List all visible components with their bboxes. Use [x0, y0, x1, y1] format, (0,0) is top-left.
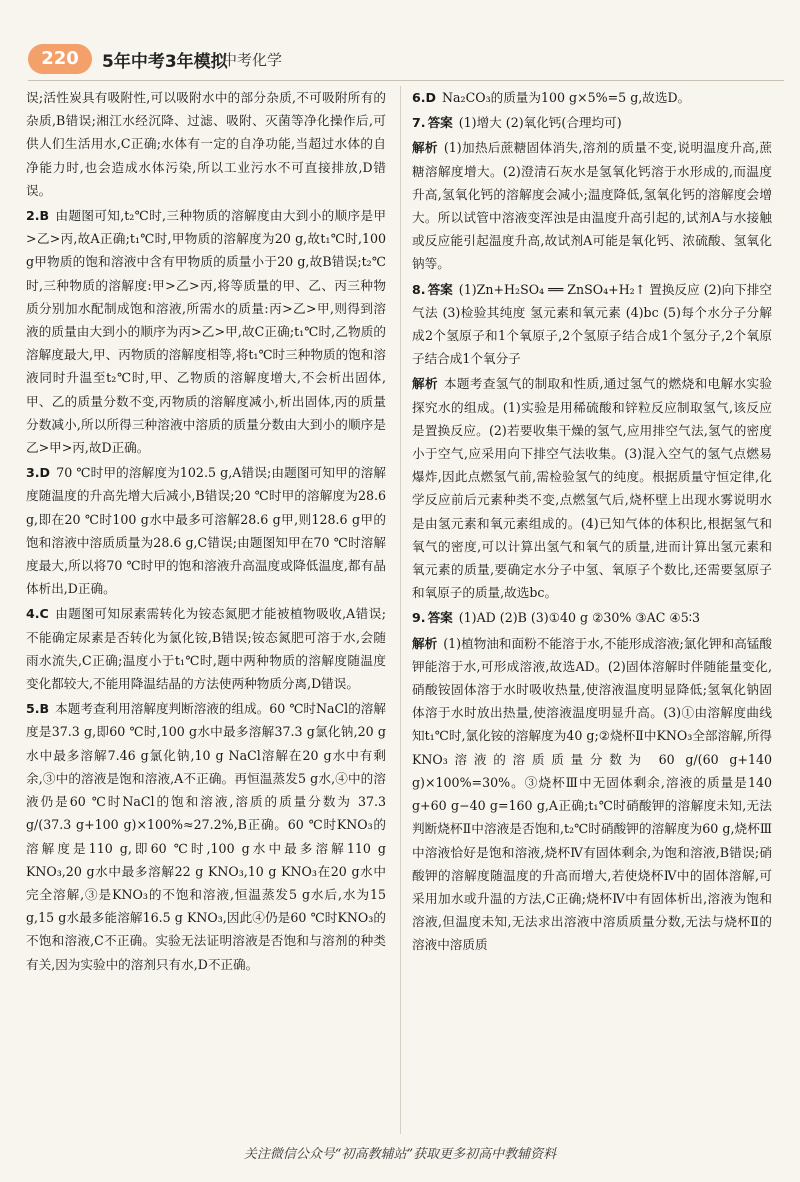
answer-text: 误;活性炭具有吸附性,可以吸附水中的部分杂质,不可吸附所有的杂质,B错误;湘江水经沉降、过滤、吸附、灭菌等净化操作后,可供人们生活用水,C正确;水体有一定的自净功能,当超过水体的自净能力时,也会造成水体污染,所以工业污水不可直接排放,D错误。 — [26, 90, 386, 198]
answer-text: (1)AD (2)B (3)①40 g ②30% ③AC ④5∶3 — [458, 610, 701, 626]
question-number: 8. — [412, 281, 426, 297]
explanation-text: 本题考查氢气的制取和性质,通过氢气的燃烧和电解水实验探究水的组成。(1)实验是用稀硫酸和锌粒反应制取氢气,该反应是置换反应。(2)若要收集干燥的氢气,应用排空气法,氢气的密度小于空气,应采用向下排空气法收集。(3)混入空气的氢气点燃易爆炸,因此点燃氢气前,需检验氢气的纯度。根据质量守恒定律,化学反应前后元素种类不变,点燃氢气后,烧杯壁上出现水雾说明水是由氢元素和氧元素组成的。(4)已知气体的体积比,根据氢气和氧气的密度,可以计算出氢气和氧气的质量,进而计算出氢元素和氧元素的质量,要确定水分子中氢、氧原子个数比,还需要氢原子和氧原子的质量,故选bc。 — [412, 376, 772, 601]
explanation-text: (1)加热后蔗糖固体消失,溶剂的质量不变,说明温度升高,蔗糖溶解度增大。(2)澄清石灰水是氢氧化钙溶于水形成的,而温度升高,氢氧化钙的溶解度会减小;温度降低,氢氧化钙的溶解度会增大。所以试管中溶液变浑浊是由温度升高引起的,试剂A与水接触或反应能引起温度升高,故试剂A可能是氧化钙、浓硫酸、氢氧化钠等。 — [412, 140, 772, 272]
answer-item — [26, 204, 386, 459]
answer-label: 答案 — [427, 610, 453, 626]
answer-text: 由题图可知,t₂℃时,三种物质的溶解度由大到小的顺序是甲>乙>丙,故A正确;t₁℃时,甲物质的溶解度为20 g,故t₁℃时,100 g甲物质的饱和溶液中含有甲物质的质量小于20 g,故B错误;t₂℃时,三种物质的溶解度:甲>乙>丙,将等质量的甲、乙、丙三种物质分别加水配制成饱和溶液,所需水的质量:丙>乙>甲,则得到溶液的质量由大到小的顺序为丙>乙>甲,故C正确;t₁℃时,乙物质的溶解度最大,甲、丙物质的溶解度相等,将t₁℃时三种物质的饱和溶液同时升温至t₂℃时,甲、乙物质的溶解度增大,不会析出固体,甲、乙的质量分数不变,丙物质的溶解度减小,析出固体,丙的质量分数减小,所以所得三种溶液中溶质的质量分数由大到小的顺序是乙>甲>丙,故D正确。 — [26, 208, 386, 456]
answer-item — [26, 697, 386, 975]
right-column — [412, 86, 772, 1134]
answer-item — [412, 111, 772, 134]
answer-item — [412, 606, 772, 629]
answer-text: 本题考查利用溶解度判断溶液的组成。60 ℃时NaCl的溶解度是37.3 g,即60 ℃时,100 g水中最多溶解37.3 g氯化钠,20 g水中最多溶解7.46 g氯化钠,10 g NaCl溶解在20 g水中有剩余,③中的溶液是饱和溶液,A不正确。再恒温蒸发5 g水,④中的溶液仍是60 ℃时NaCl的饱和溶液,溶质的质量分数为 37.3 g/(37.3 g+100 g)×100%≈27.2%,B正确。60 ℃时KNO₃的溶解度是110 g,即60 ℃时,100 g水中最多溶解110 g KNO₃,20 g水中最多溶解22 g KNO₃,10 g KNO₃在20 g水中完全溶解,③是KNO₃的不饱和溶液,恒温蒸发5 g水后,水为15 g,15 g水最多能溶解16.5 g KNO₃,因此④仍是60 ℃时KNO₃的不饱和溶液,C不正确。实验无法证明溶液是否饱和与溶剂的种类有关,因为实验中的溶剂只有水,D不正确。 — [26, 701, 386, 972]
explanation-text: (1)植物油和面粉不能溶于水,不能形成溶液;氯化钾和高锰酸钾能溶于水,可形成溶液,故选AD。(2)固体溶解时伴随能量变化,硝酸铵固体溶于水时吸收热量,使溶液温度明显降低;氢氧化钠固体溶于水时放出热量,使溶液温度明显升高。(3)①由溶解度曲线知t₁℃时,氯化铵的溶解度为40 g;②烧杯Ⅱ中KNO₃全部溶解,所得KNO₃溶液的溶质质量分数为 60 g/(60 g+140 g)×100%=30%。③烧杯Ⅲ中无固体剩余,溶液的质量是140 g+60 g−40 g=160 g,A正确;t₁℃时硝酸钾的溶解度未知,无法判断烧杯Ⅱ中溶液是否饱和,t₂℃时硝酸钾的溶解度为60 g,烧杯Ⅲ中溶液恰好是饱和溶液,烧杯Ⅳ有固体剩余,为饱和溶液,B错误;硝酸钾的溶解度随温度的升高而增大,若使烧杯Ⅳ中的固体溶解,可采用加水或升温的方法,C正确;烧杯Ⅳ中有固体析出,溶液为饱和溶液,但温度未知,无法求出溶液中溶质质量分数,无法与烧杯Ⅱ的溶液中溶质质 — [412, 635, 772, 953]
question-number: 5.B — [26, 701, 50, 717]
book-title: 中考化学 — [222, 51, 283, 69]
answer-item — [26, 461, 386, 600]
explanation-item — [412, 372, 772, 604]
explanation-label: 解析 — [412, 376, 438, 392]
series-title: 5年中考3年模拟 — [102, 52, 228, 72]
footer-note: 关注微信公众号“初高教辅站”获取更多初高中教辅资料 — [243, 1147, 557, 1162]
explanation-item — [412, 632, 772, 957]
answer-item — [412, 278, 772, 371]
answer-item — [26, 602, 386, 695]
question-number: 6.D — [412, 90, 437, 105]
header-divider — [28, 80, 784, 81]
left-column — [26, 86, 386, 1134]
answer-item — [26, 86, 386, 202]
explanation-label: 解析 — [412, 635, 438, 651]
page-header — [0, 0, 800, 82]
answer-text: Na₂CO₃的质量为100 g×5%=5 g,故选D。 — [442, 90, 691, 105]
answer-text: 70 ℃时甲的溶解度为102.5 g,A错误;由题图可知甲的溶解度随温度的升高先增大后减小,B错误;20 ℃时甲的溶解度为28.6 g,即在20 ℃时100 g水中最多可溶解28.6 g甲,则128.6 g甲的饱和溶液中溶质质量为28.6 g,C错误;由题图知甲在70 ℃时溶解度最大,所以将70 ℃时甲的饱和溶液升高温度或降低温度,都有晶体析出,D正确。 — [26, 465, 386, 597]
page-number-badge: 220 — [28, 44, 92, 74]
question-number: 4.C — [26, 606, 49, 622]
answer-label: 答案 — [427, 281, 453, 297]
answer-text: (1)Zn+H₂SO₄ ══ ZnSO₄+H₂↑ 置换反应 (2)向下排空气法 (3)检验其纯度 氢元素和氧元素 (4)bc (5)每个水分子分解成2个氢原子和1个氧原子,2个氢原子结合成1个氢分子,2个氧原子结合成1个氧分子 — [412, 281, 772, 367]
question-number: 7. — [412, 115, 426, 131]
explanation-item — [412, 136, 772, 275]
question-number: 3.D — [26, 465, 51, 481]
answer-text: (1)增大 (2)氧化钙(合理均可) — [458, 115, 622, 131]
answer-label: 答案 — [427, 115, 453, 131]
explanation-label: 解析 — [412, 140, 438, 156]
question-number: 9. — [412, 610, 426, 626]
question-number: 2.B — [26, 208, 50, 224]
answer-text: 由题图可知尿素需转化为铵态氮肥才能被植物吸收,A错误;不能确定尿素是否转化为氯化铵,B错误;铵态氮肥可溶于水,会随雨水流失,C正确;温度小于t₁℃时,题中两种物质的溶解度随温度变化都较大,不能用降温结晶的方法使两种物质分离,D错误。 — [26, 606, 386, 692]
answer-item — [412, 86, 772, 109]
column-divider — [400, 86, 401, 1134]
